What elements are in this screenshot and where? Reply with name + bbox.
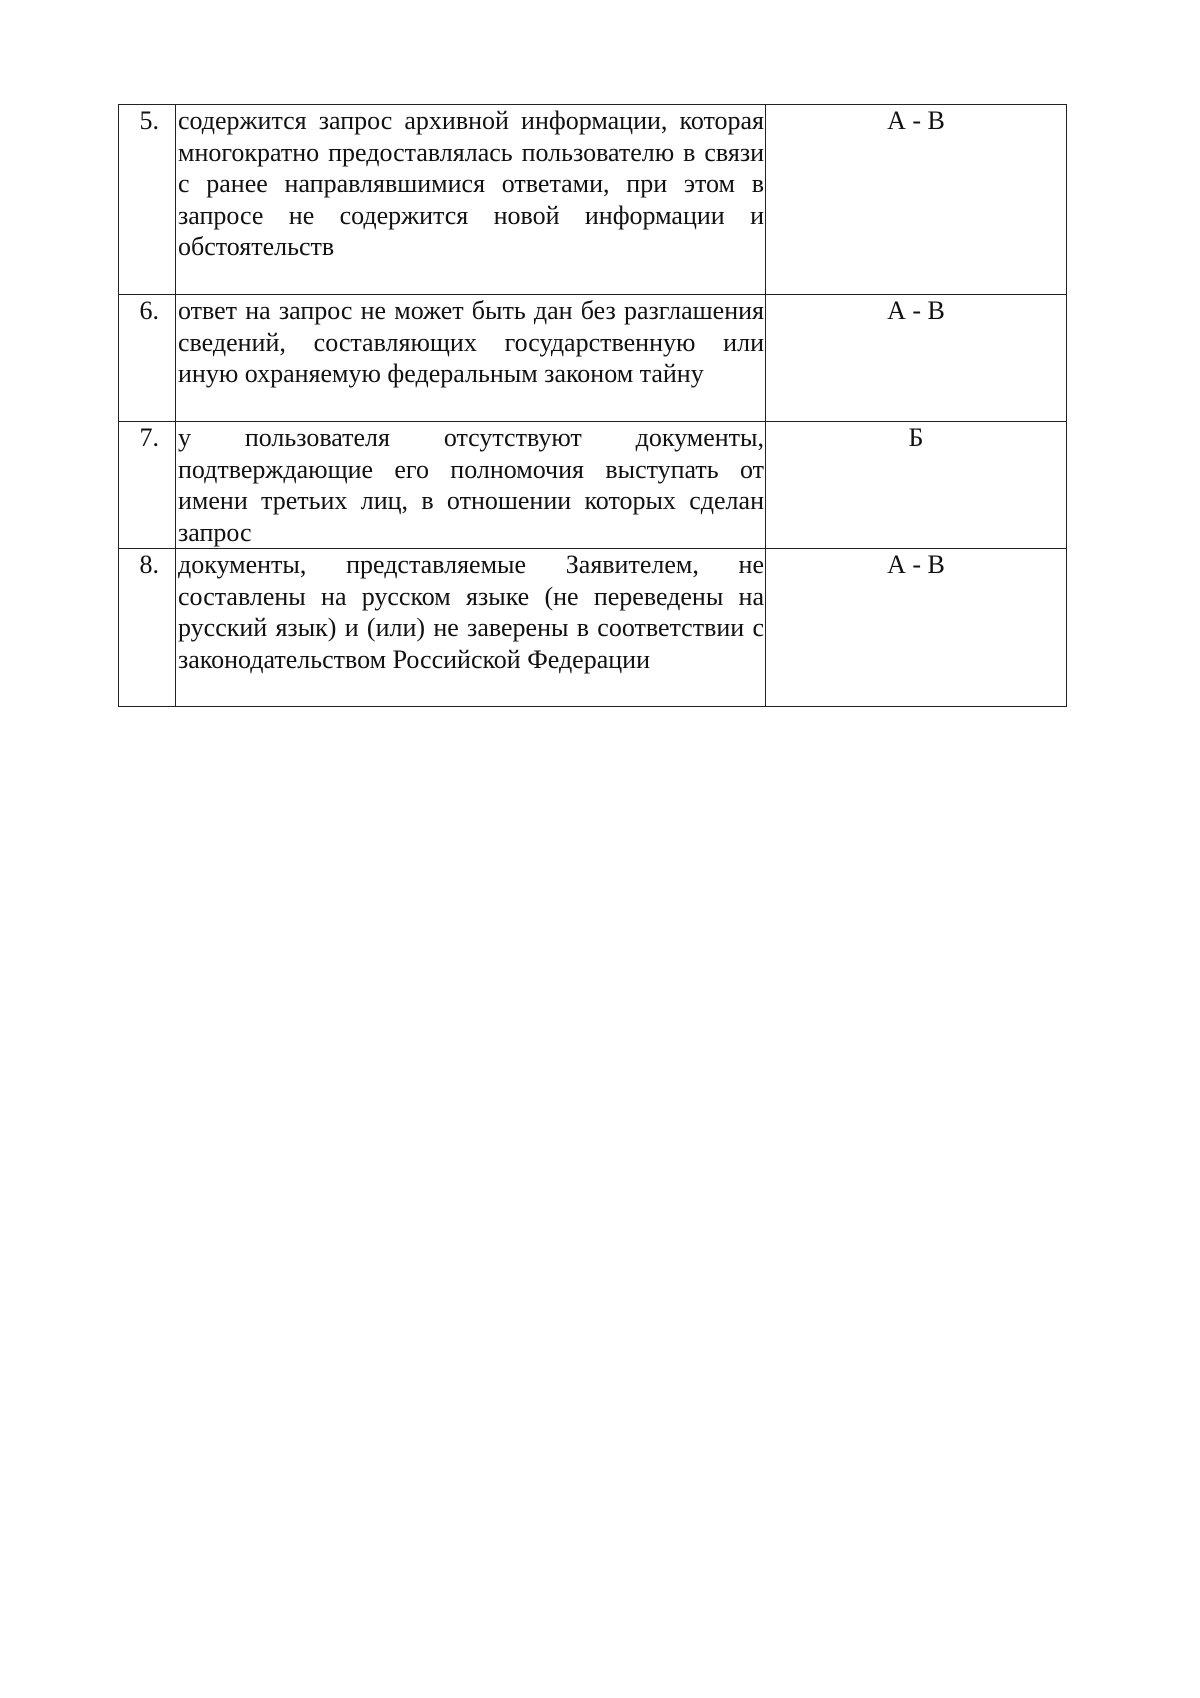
row-number: 8. (119, 549, 176, 707)
row-number: 6. (119, 295, 176, 422)
row-category: А - В (766, 549, 1067, 707)
table-row (119, 105, 1067, 295)
table-row (119, 295, 1067, 422)
row-text: документы, представляемые Заявителем, не составлены на русском языке (не переведены на русский язык) и (или) не заверены в соответствии с законодательством Российской Федерации (176, 549, 766, 707)
row-number: 5. (119, 105, 176, 295)
row-category: Б (766, 422, 1067, 549)
refusal-grounds-table (118, 104, 1067, 707)
row-text: ответ на запрос не может быть дан без разглашения сведений, составляющих государственную или иную охраняемую федеральным законом тайну (176, 295, 766, 422)
row-number: 7. (119, 422, 176, 549)
row-category: А - В (766, 295, 1067, 422)
row-text: у пользователя отсутствуют документы, подтверждающие его полномочия выступать от имени третьих лиц, в отношении которых сделан запрос (176, 422, 766, 549)
table-row (119, 549, 1067, 707)
row-category: А - В (766, 105, 1067, 295)
table-row (119, 422, 1067, 549)
row-text: содержится запрос архивной информации, которая многократно предоставлялась пользователю в связи с ранее направлявшимися ответами, при этом в запросе не содержится новой информации и обстоятельств (176, 105, 766, 295)
